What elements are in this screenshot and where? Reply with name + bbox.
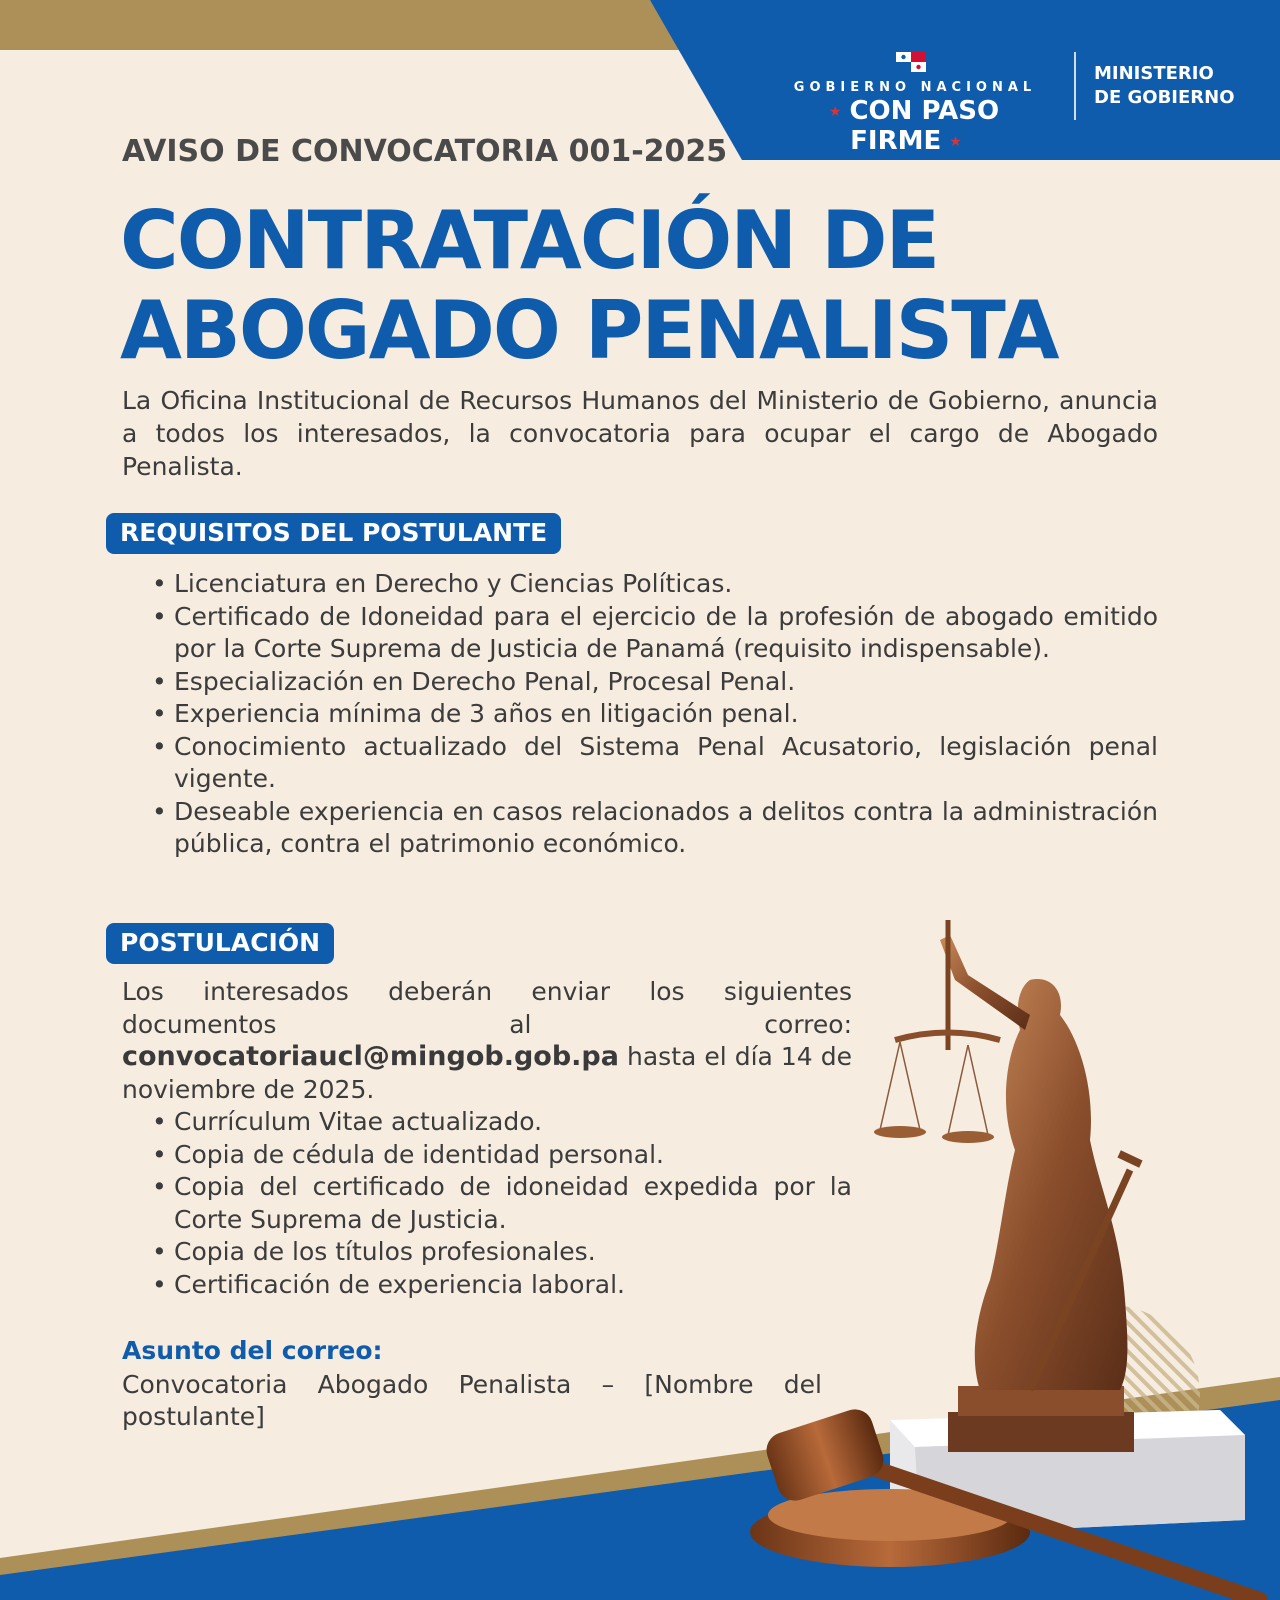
list-item: • Currículum Vitae actualizado. (152, 1106, 852, 1139)
scale-icon (874, 1042, 994, 1143)
gov-slogan (760, 96, 1060, 156)
list-item: • Copia del certificado de idoneidad expedida por la Corte Suprema de Justicia. (152, 1171, 852, 1236)
requisitos-list (152, 568, 1158, 861)
requisitos-heading: REQUISITOS DEL POSTULANTE (106, 513, 561, 554)
list-item: • Copia de cédula de identidad personal. (152, 1139, 852, 1172)
list-item: • Certificado de Idoneidad para el ejercicio de la profesión de abogado emitido por la Corte Suprema de Justicia de Panamá (requisito indispensable). (152, 601, 1158, 666)
page-title (120, 196, 1160, 376)
logo-divider (1074, 52, 1076, 120)
statue-base (948, 1412, 1134, 1452)
top-gold-band (0, 0, 682, 50)
list-item: • Especialización en Derecho Penal, Procesal Penal. (152, 666, 1158, 699)
panama-flag-icon (896, 52, 926, 72)
government-logo (760, 50, 1260, 156)
postulacion-text-after: hasta el día 14 de noviembre de 2025. (122, 1042, 852, 1104)
gov-slogan-text: CON PASO FIRME (849, 96, 1000, 156)
gov-line1: GOBIERNO NACIONAL (793, 80, 1037, 95)
title-line1: CONTRATACIÓN DE (120, 194, 939, 287)
ministry-line2: DE GOBIERNO (1094, 87, 1235, 108)
postulacion-heading: POSTULACIÓN (106, 923, 334, 964)
star-icon: ★ (828, 103, 842, 120)
asunto-label: Asunto del correo: (122, 1336, 383, 1365)
star-icon: ★ (949, 133, 962, 150)
intro-paragraph: La Oficina Institucional de Recursos Humanos del Ministerio de Gobierno, anuncia a todos los interesados, la convocatoria para ocupar el cargo de Abogado Penalista. (122, 386, 1158, 481)
list-item: • Copia de los títulos profesionales. (152, 1236, 852, 1269)
asunto-value: Convocatoria Abogado Penalista – [Nombre del postulante] (122, 1370, 822, 1431)
justice-statue-illustration (700, 920, 1280, 1600)
ministry-name (1094, 62, 1254, 110)
ministry-line1: MINISTERIO (1094, 63, 1214, 84)
list-item: • Deseable experiencia en casos relacionados a delitos contra la administración pública, contra el patrimonio económico. (152, 796, 1158, 861)
title-line2: ABOGADO PENALISTA (120, 284, 1058, 377)
list-item: • Conocimiento actualizado del Sistema Penal Acusatorio, legislación penal vigente. (152, 731, 1158, 796)
aviso-heading: AVISO DE CONVOCATORIA 001-2025 (122, 134, 728, 169)
list-item: • Experiencia mínima de 3 años en litigación penal. (152, 698, 1158, 731)
list-item: • Licenciatura en Derecho y Ciencias Políticas. (152, 568, 1158, 601)
email-link[interactable]: convocatoriaucl@mingob.gob.pa (122, 1041, 619, 1072)
postulacion-text-before: Los interesados deberán enviar los siguientes documentos al correo: (122, 977, 852, 1039)
list-item: • Certificación de experiencia laboral. (152, 1269, 852, 1302)
